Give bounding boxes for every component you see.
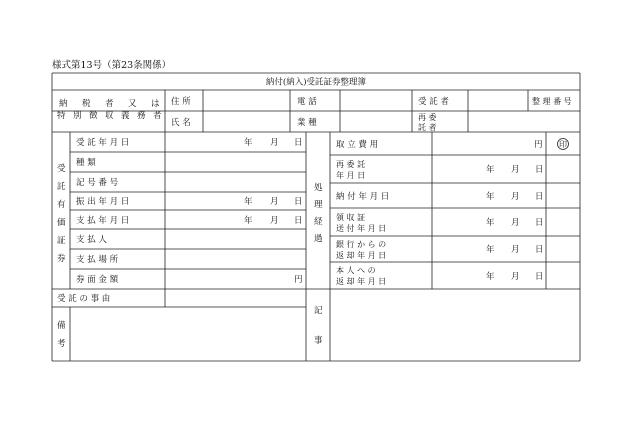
reason-label: 受 託 の 事 由 xyxy=(57,294,111,304)
payment-place-label: 支 払 場 所 xyxy=(76,255,119,265)
trust-date-units: 年 月 日 xyxy=(244,138,303,148)
reconsign-date-units: 年 月 日 xyxy=(486,165,544,175)
serial-number-label: 整 理 番 号 xyxy=(532,97,572,106)
receipt-send-date-label-line1: 領 収 証 xyxy=(336,213,366,222)
svg-text:処: 処 xyxy=(314,183,323,193)
business-type-label: 業 種 xyxy=(297,118,317,128)
trusted-securities-group-label xyxy=(57,163,66,264)
process-history-group-label xyxy=(314,182,323,244)
trust-date-label: 受 託 年 月 日 xyxy=(76,138,130,148)
reconsign-date-label-line1: 再 委 託 xyxy=(336,160,366,169)
seal-mark xyxy=(558,139,569,150)
reconsignor-label-line2: 託 者 xyxy=(418,123,437,132)
payment-date-label: 支 払 年 月 日 xyxy=(76,216,130,226)
phone-label: 電 話 xyxy=(297,97,317,107)
payment-date-units: 年 月 日 xyxy=(244,216,303,226)
form-number-label: 様式第13号（第23条関係） xyxy=(52,60,172,71)
svg-text:受: 受 xyxy=(57,164,66,174)
svg-text:印: 印 xyxy=(559,140,567,149)
address-label: 住 所 xyxy=(171,97,191,107)
face-amount-yen: 円 xyxy=(294,275,303,285)
svg-text:券: 券 xyxy=(57,254,66,264)
notes-label-2: 事 xyxy=(314,336,323,346)
collection-fee-yen: 円 xyxy=(534,140,543,150)
svg-text:託: 託 xyxy=(57,182,66,192)
trustee-label: 受 託 者 xyxy=(418,97,449,107)
bank-return-date-units: 年 月 日 xyxy=(486,245,544,255)
ledger-title: 納付(納入)受託証券整理簿 xyxy=(265,77,367,88)
name-label: 氏 名 xyxy=(171,118,191,128)
notes-label-1: 記 xyxy=(314,306,323,316)
svg-text:証: 証 xyxy=(57,236,66,246)
receipt-send-date-label-line2: 送 付 年 月 日 xyxy=(336,224,387,233)
svg-text:理: 理 xyxy=(314,200,323,210)
security-type-label: 種 類 xyxy=(76,158,96,168)
remarks-label-1: 備 xyxy=(57,321,66,331)
pay-date-units: 年 月 日 xyxy=(486,192,544,202)
person-return-date-label-line2: 返 却 年 月 日 xyxy=(336,277,387,286)
code-number-label: 記 号 番 号 xyxy=(76,178,119,188)
issue-date-label: 振 出 年 月 日 xyxy=(76,197,130,207)
issue-date-units: 年 月 日 xyxy=(244,197,303,207)
person-return-date-units: 年 月 日 xyxy=(486,272,544,282)
svg-text:過: 過 xyxy=(314,234,323,244)
taxpayer-label-line2: 特 別 徴 収 義 務 者 xyxy=(57,111,162,121)
person-return-date-label-line1: 本 人 へ の xyxy=(336,266,376,275)
svg-text:経: 経 xyxy=(314,217,323,227)
reconsign-date-label-line2: 年 月 日 xyxy=(336,171,366,180)
bank-return-date-label-line2: 返 却 年 月 日 xyxy=(336,251,387,260)
remarks-label-2: 考 xyxy=(57,339,66,349)
collection-fee-label: 取 立 費 用 xyxy=(336,140,379,150)
bank-return-date-label-line1: 銀 行 か ら の xyxy=(336,240,387,249)
taxpayer-label-line1: 納 税 者 又 は xyxy=(59,99,160,109)
reconsignor-label-line1: 再 委 xyxy=(418,113,437,122)
receipt-send-date-units: 年 月 日 xyxy=(486,218,544,228)
payer-label: 支 払 人 xyxy=(76,235,107,245)
svg-text:価: 価 xyxy=(57,218,66,228)
face-amount-label: 券 面 金 額 xyxy=(76,275,119,285)
pay-date-label: 納 付 年 月 日 xyxy=(336,192,390,202)
svg-text:有: 有 xyxy=(57,200,66,210)
